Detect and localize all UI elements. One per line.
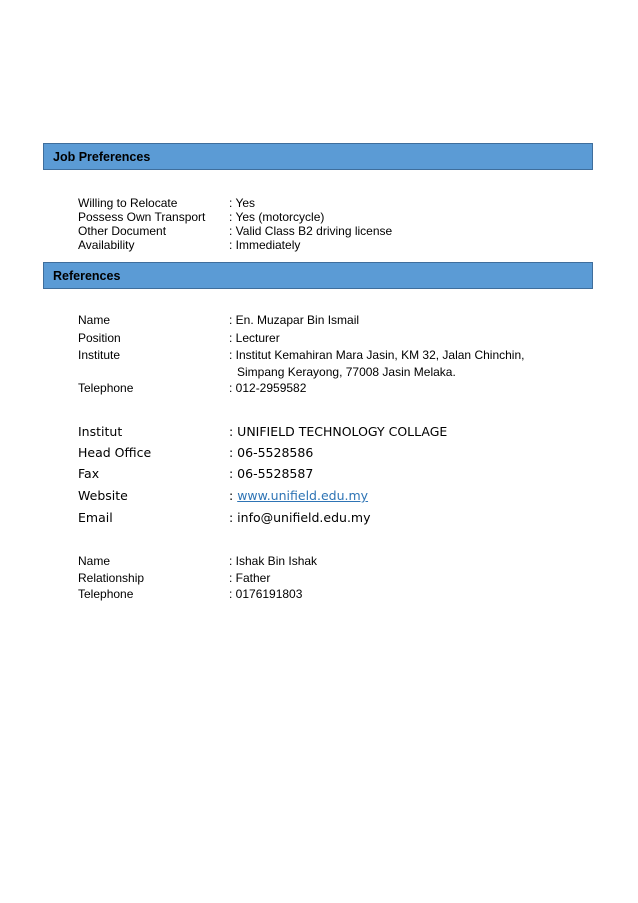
row-label: Website: [78, 488, 128, 503]
row-value: : 012-2959582: [229, 381, 307, 395]
row-label: Telephone: [78, 381, 134, 395]
section-header-job-preferences: [43, 143, 593, 170]
section-header-references: [43, 262, 593, 289]
row-value: : Institut Kemahiran Mara Jasin, KM 32, Jalan Chinchin,: [229, 348, 525, 362]
row-value: : Yes: [229, 196, 256, 210]
row-label: Email: [78, 510, 113, 525]
row-label: Other Document: [78, 224, 167, 238]
row-value-continued: Simpang Kerayong, 77008 Jasin Melaka.: [237, 365, 456, 379]
row-label: Telephone: [78, 587, 134, 601]
row-label: Fax: [78, 466, 100, 481]
row-label: Head Office: [78, 445, 152, 460]
row-label: Institut: [78, 424, 123, 439]
row-value: : Lecturer: [229, 331, 280, 345]
row-label: Position: [78, 331, 121, 345]
row-label: Name: [78, 554, 111, 568]
row-value: : Valid Class B2 driving license: [229, 224, 393, 238]
row-value: : Yes (motorcycle): [229, 210, 325, 224]
row-value: : info@unifield.edu.my: [229, 510, 371, 525]
section-title: References: [53, 268, 121, 283]
row-value: : Ishak Bin Ishak: [229, 554, 318, 568]
row-value: : 0176191803: [229, 587, 303, 601]
row-value: : En. Muzapar Bin Ismail: [229, 313, 360, 327]
row-label: Relationship: [78, 571, 145, 585]
row-value: : UNIFIELD TECHNOLOGY COLLAGE: [229, 424, 448, 439]
website-link[interactable]: www.unifield.edu.my: [237, 488, 369, 503]
row-value: : Father: [229, 571, 271, 585]
row-value: : 06-5528586: [229, 445, 314, 460]
row-label: Availability: [78, 238, 135, 252]
row-value: : 06-5528587: [229, 466, 314, 481]
row-value: : Immediately: [229, 238, 301, 252]
row-label: Institute: [78, 348, 121, 362]
row-label: Name: [78, 313, 111, 327]
section-title: Job Preferences: [53, 149, 151, 164]
row-label: Possess Own Transport: [78, 210, 206, 224]
row-value: [229, 489, 368, 503]
row-label: Willing to Relocate: [78, 196, 178, 210]
website-prefix: :: [229, 488, 238, 503]
